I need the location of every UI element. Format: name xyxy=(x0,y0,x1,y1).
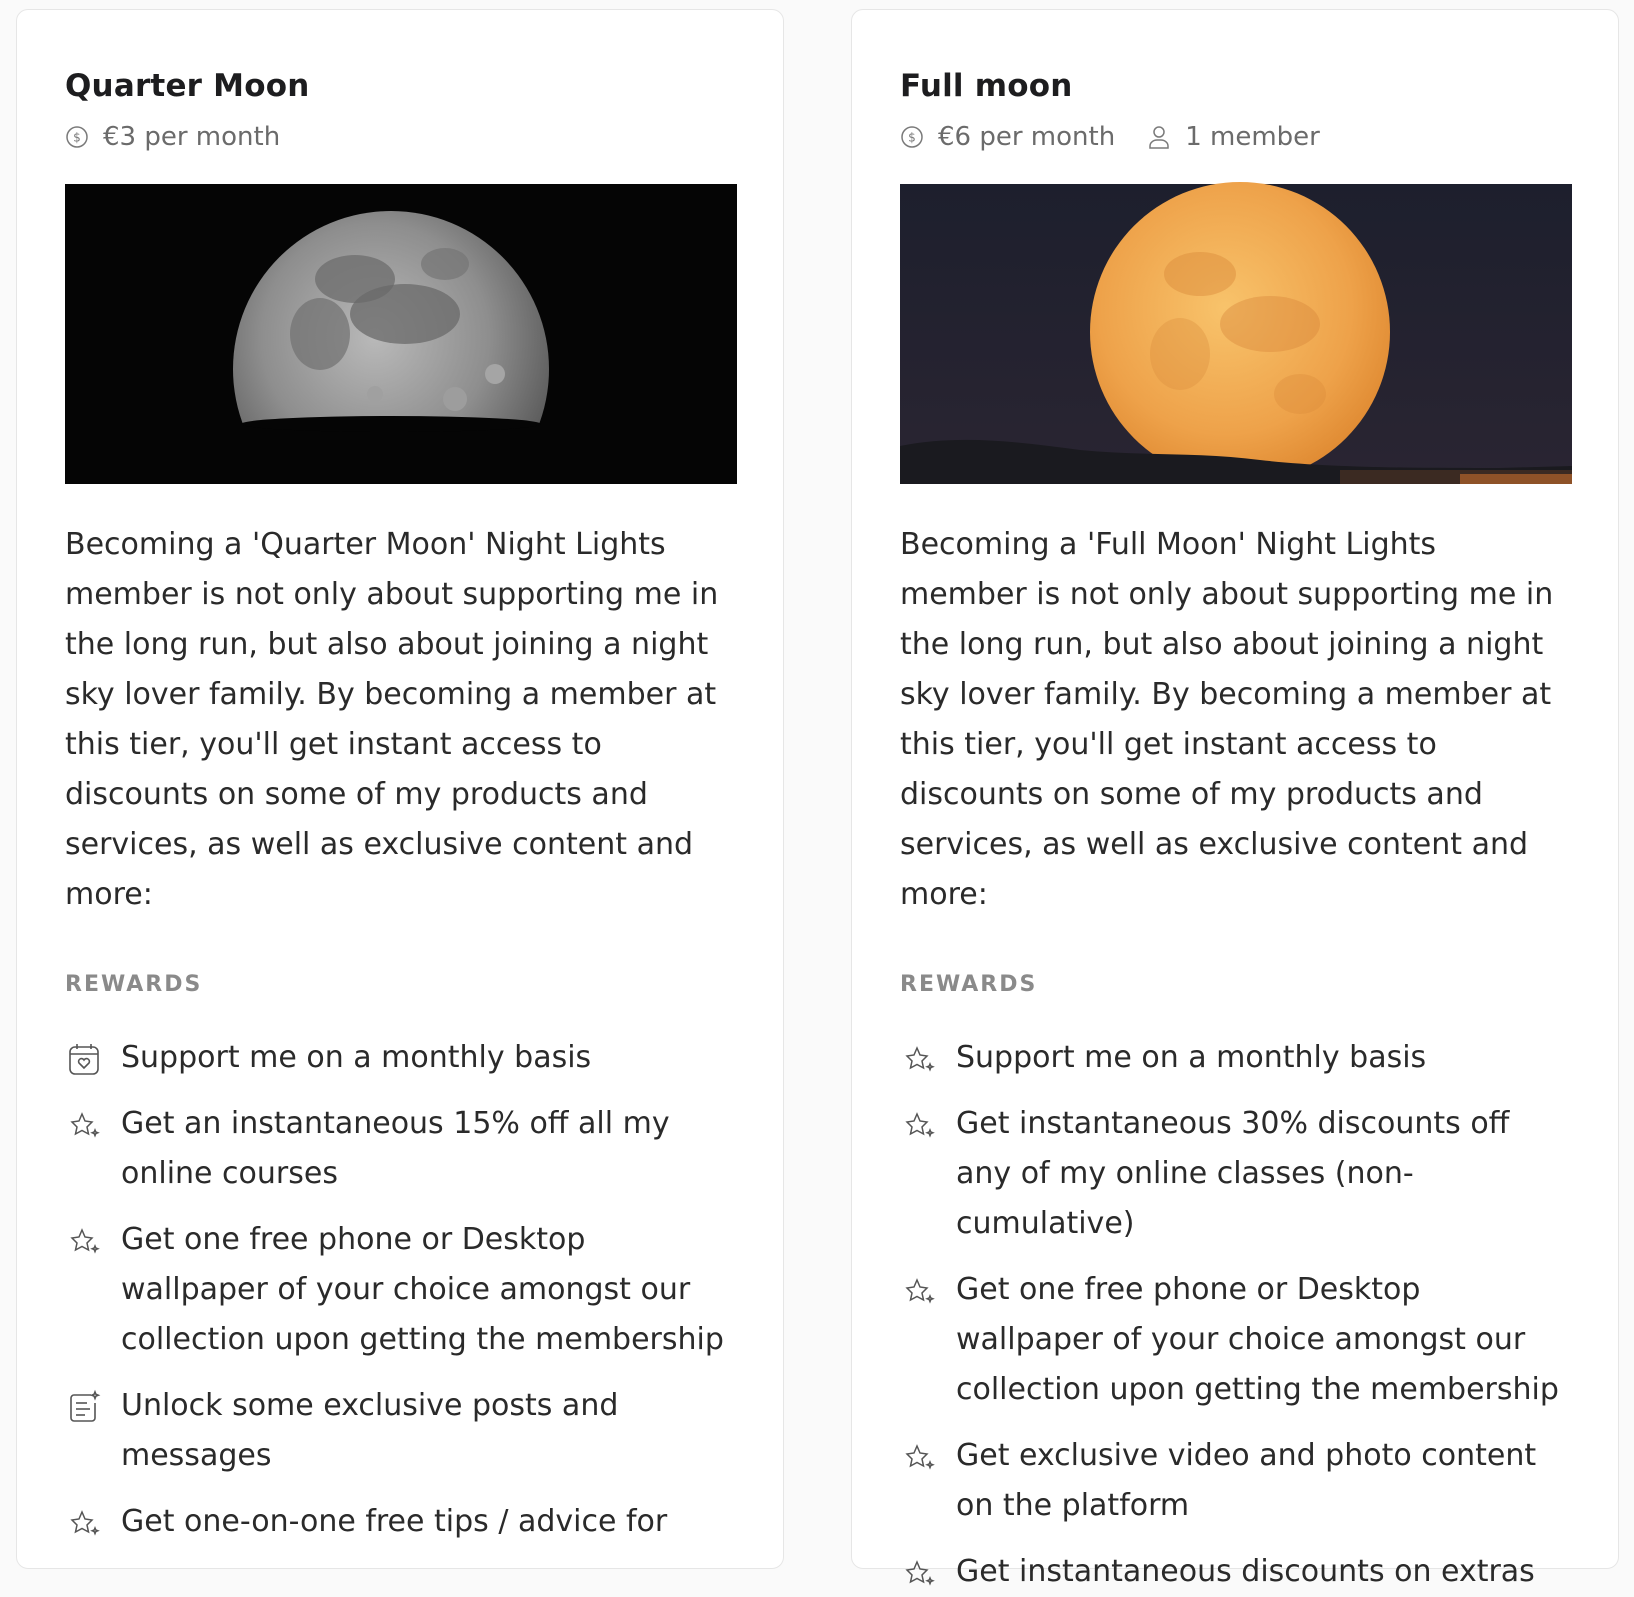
reward-item xyxy=(65,1215,735,1365)
tier-meta xyxy=(65,120,735,154)
reward-text: Get one-on-one free tips / advice for xyxy=(121,1504,668,1539)
reward-item xyxy=(65,1381,735,1481)
user-icon xyxy=(1147,124,1171,150)
members-label: 1 member xyxy=(1185,122,1320,152)
reward-item xyxy=(900,1547,1570,1597)
reward-text: Unlock some exclusive posts and messages xyxy=(121,1388,619,1473)
reward-text: Get one free phone or Desktop wallpaper of your choice amongst our collection upon getting the membership xyxy=(121,1222,724,1357)
tier-card-quarter-moon[interactable] xyxy=(16,9,784,1569)
calendar-heart-icon xyxy=(65,1040,103,1078)
rewards-heading: REWARDS xyxy=(65,972,203,997)
rewards-heading: REWARDS xyxy=(900,972,1038,997)
tier-description: Becoming a 'Quarter Moon' Night Lights member is not only about supporting me in the long run, but also about joining a night sky lover family. By becoming a member at this tier, you'll get instant access to discounts on some of my products and services, as well as exclusive content and more: xyxy=(65,527,719,912)
reward-item xyxy=(900,1033,1570,1083)
rewards-list xyxy=(65,1033,735,1547)
sparkle-star-icon xyxy=(900,1106,938,1144)
tier-price xyxy=(65,120,280,154)
svg-text:$: $ xyxy=(73,130,81,145)
reward-text: Get exclusive video and photo content on the platform xyxy=(956,1438,1537,1523)
sparkle-star-icon xyxy=(65,1504,103,1542)
full-moon-image xyxy=(900,184,1572,484)
reward-text: Get instantaneous 30% discounts off any of my online classes (non-cumulative) xyxy=(956,1106,1510,1241)
tier-title: Full moon xyxy=(900,68,1073,104)
reward-text: Get an instantaneous 15% off all my online courses xyxy=(121,1106,670,1191)
tier-members xyxy=(1147,120,1320,154)
reward-item xyxy=(900,1431,1570,1531)
reward-item xyxy=(65,1033,735,1083)
tier-meta xyxy=(900,120,1570,154)
sparkle-star-icon xyxy=(900,1040,938,1078)
document-sparkle-icon xyxy=(65,1388,103,1426)
reward-item xyxy=(900,1099,1570,1249)
tier-price xyxy=(900,120,1115,154)
reward-text: Support me on a monthly basis xyxy=(121,1040,592,1075)
dollar-circle-icon xyxy=(65,125,89,149)
rewards-list xyxy=(900,1033,1570,1597)
reward-text: Support me on a monthly basis xyxy=(956,1040,1427,1075)
reward-text: Get instantaneous discounts on extras xyxy=(956,1554,1535,1589)
dollar-circle-icon xyxy=(900,125,924,149)
sparkle-star-icon xyxy=(65,1106,103,1144)
sparkle-star-icon xyxy=(900,1272,938,1310)
sparkle-star-icon xyxy=(900,1554,938,1592)
tier-description: Becoming a 'Full Moon' Night Lights member is not only about supporting me in the long run, but also about joining a night sky lover family. By becoming a member at this tier, you'll get instant access to discounts on some of my products and services, as well as exclusive content and more: xyxy=(900,527,1554,912)
reward-item xyxy=(900,1265,1570,1415)
sparkle-star-icon xyxy=(900,1438,938,1476)
sparkle-star-icon xyxy=(65,1222,103,1260)
tier-title: Quarter Moon xyxy=(65,68,310,104)
price-label: €3 per month xyxy=(103,122,281,152)
reward-item xyxy=(65,1099,735,1199)
svg-text:$: $ xyxy=(908,130,916,145)
price-label: €6 per month xyxy=(938,122,1116,152)
reward-item xyxy=(65,1497,735,1547)
tier-card-full-moon[interactable] xyxy=(851,9,1619,1589)
quarter-moon-image xyxy=(65,184,737,484)
reward-text: Get one free phone or Desktop wallpaper of your choice amongst our collection upon getting the membership xyxy=(956,1272,1559,1407)
